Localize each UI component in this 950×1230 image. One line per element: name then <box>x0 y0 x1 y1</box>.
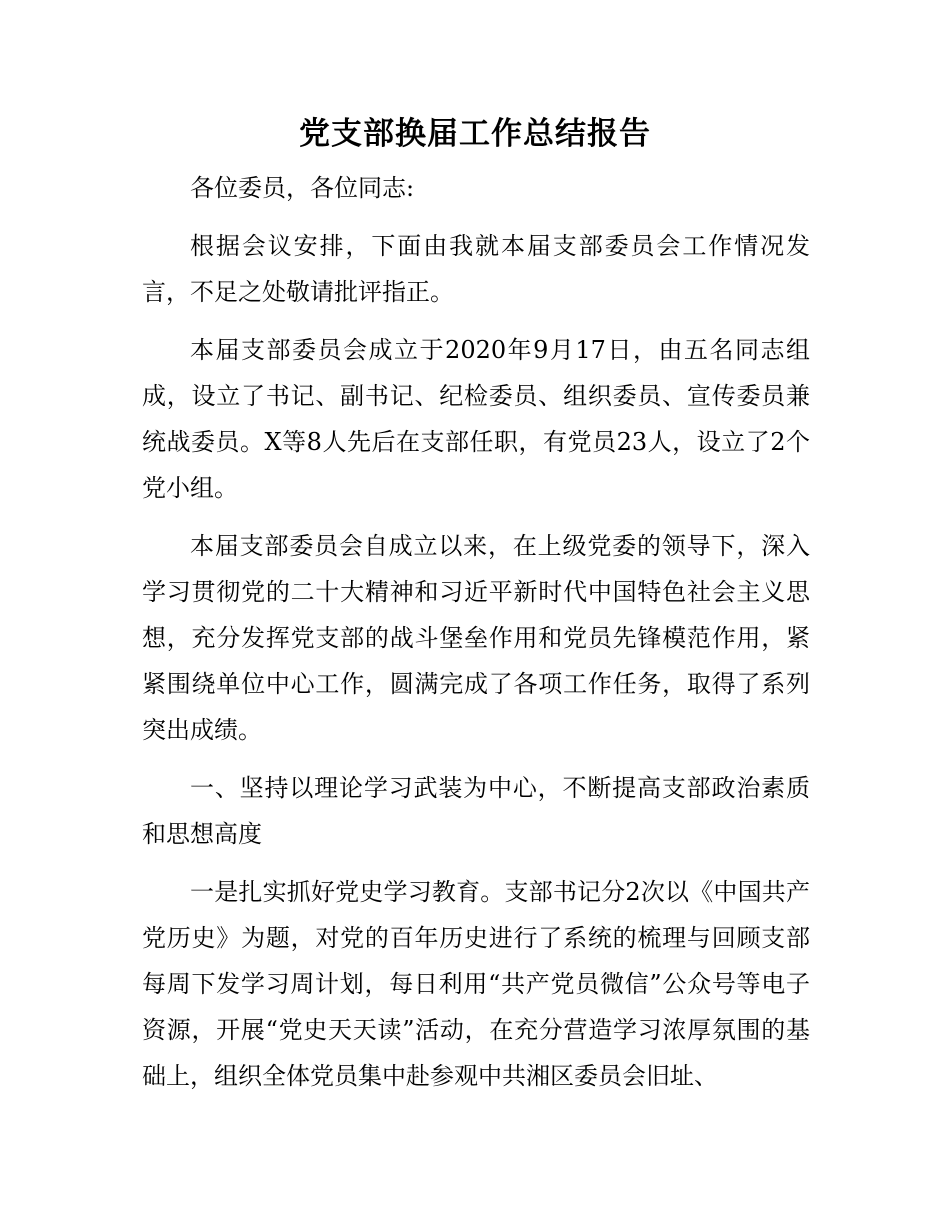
committee-info-paragraph: 本届支部委员会成立于2020年9月17日，由五名同志组成，设立了书记、副书记、纪检委员、组织委员、宣传委员兼统战委员。X等8人先后在支部任职，有党员23人，设立了2个党小组。 <box>142 336 810 502</box>
document-body <box>142 165 810 1099</box>
salutation-paragraph: 各位委员，各位同志: <box>190 174 415 202</box>
section-1-paragraph-1: 一是扎实抓好党史学习教育。支部书记分2次以《中国共产党历史》为题，对党的百年历史进行了系统的梳理与回顾支部每周下发学习周计划，每日利用“共产党员微信”公众号等电子资源，开展“党史天天读”活动，在充分营造学习浓厚氛围的基础上，组织全体党员集中赴参观中共湘区委员会旧址、 <box>142 878 810 1090</box>
document-title: 党支部换届工作总结报告 <box>299 116 651 152</box>
opening-paragraph: 根据会议安排，下面由我就本届支部委员会工作情况发言，不足之处敬请批评指正。 <box>142 232 810 306</box>
achievements-paragraph: 本届支部委员会自成立以来，在上级党委的领导下，深入学习贯彻党的二十大精神和习近平新时代中国特色社会主义思想，充分发挥党支部的战斗堡垒作用和党员先锋模范作用，紧紧围绕单位中心工作，圆满完成了各项工作任务，取得了系列突出成绩。 <box>142 532 810 744</box>
section-heading-1: 一、坚持以理论学习武装为中心，不断提高支部政治素质和思想高度 <box>142 774 810 848</box>
